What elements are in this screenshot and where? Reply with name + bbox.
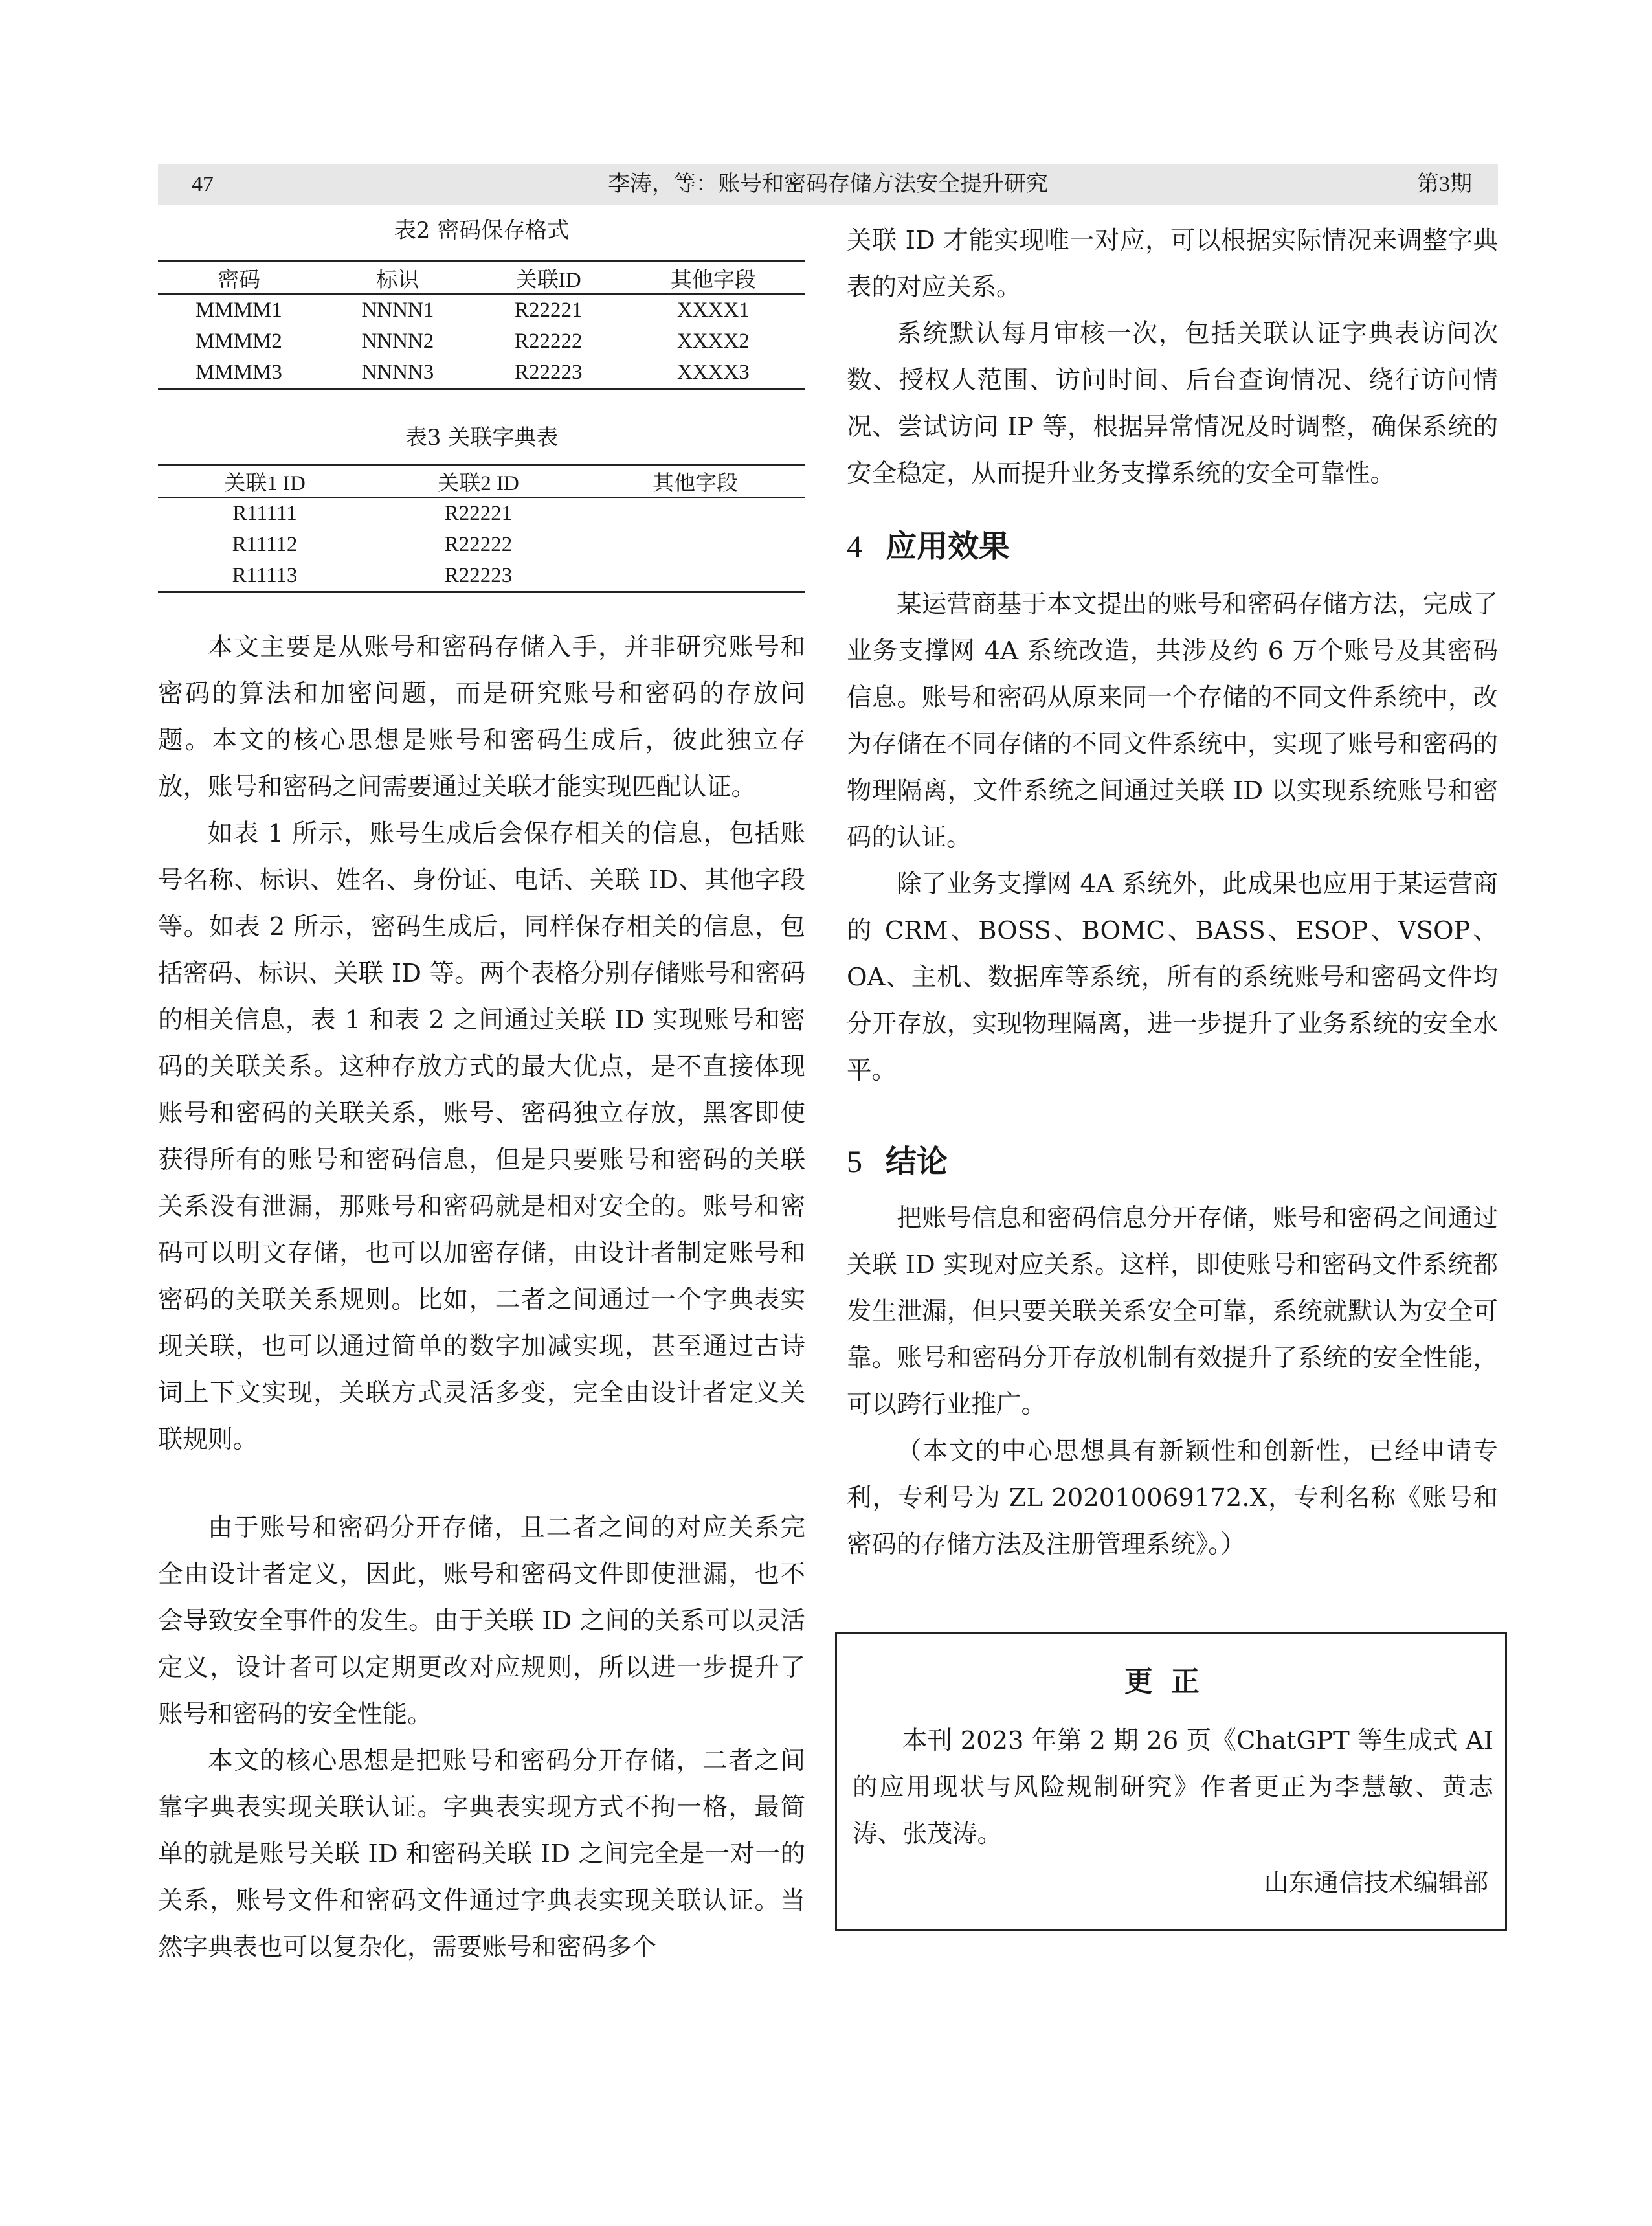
table-row xyxy=(158,294,805,326)
right-paragraph-other-systems: 除了业务支撑网 4A 系统外，此成果也应用于某运营商的 CRM、BOSS、BOMC、BASS、ESOP、VSOP、OA、主机、数据库等系统，所有的系统账号和密码文件均分开存放，实现物理隔离，进一步提升了业务系统的安全水平。 xyxy=(847,870,1498,1085)
table-cell: NNNN1 xyxy=(361,298,434,322)
table-cell: MMMM1 xyxy=(195,298,282,322)
table-cell: NNNN3 xyxy=(320,357,476,389)
table-cell: R11113 xyxy=(158,560,372,592)
table3-caption: 表3 关联字典表 xyxy=(405,425,559,451)
running-header xyxy=(158,164,1498,205)
table-header-row xyxy=(158,262,805,295)
table-cell: R22223 xyxy=(476,357,621,389)
table-cell: MMMM2 xyxy=(195,329,282,353)
erratum-box xyxy=(835,1632,1507,1931)
right-paragraph-continued: 关联 ID 才能实现唯一对应，可以根据实际情况来调整字典表的对应关系。 xyxy=(847,226,1498,302)
table-row xyxy=(158,529,805,560)
left-paragraph-3: 由于账号和密码分开存储，且二者之间的对应关系完全由设计者定义，因此，账号和密码文件即使泄漏，也不会导致安全事件的发生。由于关联 ID 之间的关系可以灵活定义，设计者可以定期更改对应规则，所以进一步提升了账号和密码的安全性能。 xyxy=(158,1513,805,1729)
table-header-cell: 关联2 ID xyxy=(372,465,585,498)
table-cell: XXXX1 xyxy=(676,298,750,322)
table-row xyxy=(158,497,805,529)
running-title: 李涛，等：账号和密码存储方法安全提升研究 xyxy=(608,172,1048,196)
section-5-heading xyxy=(847,1142,948,1182)
erratum-title: 更正 xyxy=(1124,1665,1218,1698)
table-cell: MMMM3 xyxy=(158,357,320,389)
right-paragraph-audit: 系统默认每月审核一次，包括关联认证字典表访问次数、授权人范围、访问时间、后台查询情况、绕行访问情况、尝试访问 IP 等，根据异常情况及时调整，确保系统的安全稳定，从而提升业务支撑系统的安全可靠性。 xyxy=(847,319,1498,488)
table-header-cell: 密码 xyxy=(158,262,320,295)
table3 xyxy=(158,464,805,593)
right-paragraph-conclusion: 把账号信息和密码信息分开存储，账号和密码之间通过关联 ID 实现对应关系。这样，即使账号和密码文件系统都发生泄漏，但只要关联关系安全可靠，系统就默认为安全可靠。账号和密码分开存放机制有效提升了系统的安全性能，可以跨行业推广。 xyxy=(847,1204,1498,1419)
table-cell: R22221 xyxy=(515,298,583,322)
left-paragraph-1: 本文主要是从账号和密码存储入手，并非研究账号和密码的算法和加密问题，而是研究账号和密码的存放问题。本文的核心思想是账号和密码生成后，彼此独立存放，账号和密码之间需要通过关联才能实现匹配认证。 xyxy=(158,633,805,802)
table-header-cell: 其他字段 xyxy=(585,465,805,498)
table2 xyxy=(158,260,805,390)
section-title: 结论 xyxy=(886,1143,948,1180)
left-paragraph-4: 本文的核心思想是把账号和密码分开存储，二者之间靠字典表实现关联认证。字典表实现方式不拘一格，最简单的就是账号关联 ID 和密码关联 ID 之间完全是一对一的关系，账号文件和密码文件通过字典表实现关联认证。当然字典表也可以复杂化，需要账号和密码多个 xyxy=(158,1746,805,1962)
table-row xyxy=(158,326,805,357)
table-row xyxy=(158,357,805,389)
table-cell: XXXX2 xyxy=(676,329,750,353)
section-number: 4 xyxy=(847,530,862,564)
page-number: 47 xyxy=(192,172,214,196)
table-row xyxy=(158,560,805,592)
table-cell: R22221 xyxy=(444,501,513,525)
left-paragraph-2: 如表 1 所示，账号生成后会保存相关的信息，包括账号名称、标识、姓名、身份证、电话、关联 ID、其他字段等。如表 2 所示，密码生成后，同样保存相关的信息，包括密码、标识、关联 ID 等。两个表格分别存储账号和密码的相关信息，表 1 和表 2 之间通过关联 ID 实现账号和密码的关联关系。这种存放方式的最大优点，是不直接体现账号和密码的关联关系，账号、密码独立存放，黑客即使获得所有的账号和密码信息，但是只要账号和密码的关联关系没有泄漏，那账号和密码就是相对安全的。账号和密码可以明文存储，也可以加密存储，由设计者制定账号和密码的关联关系规则。比如，二者之间通过一个字典表实现关联，也可以通过简单的数字加减实现，甚至通过古诗词上下文实现，关联方式灵活多变，完全由设计者定义关联规则。 xyxy=(158,819,805,1454)
section-number: 5 xyxy=(847,1145,862,1179)
table-cell: R22222 xyxy=(515,329,583,353)
table-cell: XXXX3 xyxy=(621,357,805,389)
table-cell: R11112 xyxy=(232,532,298,556)
table-cell: R22223 xyxy=(372,560,585,592)
table-cell xyxy=(585,560,805,592)
table-header-cell: 关联1 ID xyxy=(158,465,372,498)
table2-caption: 表2 密码保存格式 xyxy=(394,218,570,243)
section-title: 应用效果 xyxy=(886,528,1010,565)
table-header-cell: 标识 xyxy=(320,262,476,295)
table-header-cell: 其他字段 xyxy=(621,262,805,295)
erratum-body: 本刊 2023 年第 2 期 26 页《ChatGPT 等生成式 AI 的应用现状与风险规制研究》作者更正为李慧敏、黄志涛、张茂涛。 xyxy=(853,1726,1493,1849)
table-cell xyxy=(585,529,805,560)
table-cell: R22222 xyxy=(444,532,513,556)
table-cell xyxy=(585,497,805,529)
right-paragraph-patent-note: （本文的中心思想具有新颖性和创新性，已经申请专利，专利号为 ZL 202010069172.X，专利名称《账号和密码的存储方法及注册管理系统》。） xyxy=(847,1437,1498,1559)
issue-label: 第3期 xyxy=(1417,172,1472,196)
table-cell: R11111 xyxy=(232,501,297,525)
erratum-signature: 山东通信技术编辑部 xyxy=(1264,1869,1488,1898)
table-cell: NNNN2 xyxy=(361,329,434,353)
table-header-cell: 关联ID xyxy=(476,262,621,295)
section-4-heading xyxy=(847,527,1010,567)
table-header-row xyxy=(158,465,805,498)
right-paragraph-application: 某运营商基于本文提出的账号和密码存储方法，完成了业务支撑网 4A 系统改造，共涉及约 6 万个账号及其密码信息。账号和密码从原来同一个存储的不同文件系统中，改为存储在不同存储的不同文件系统中，实现了账号和密码的物理隔离，文件系统之间通过关联 ID 以实现系统账号和密码的认证。 xyxy=(847,590,1498,852)
